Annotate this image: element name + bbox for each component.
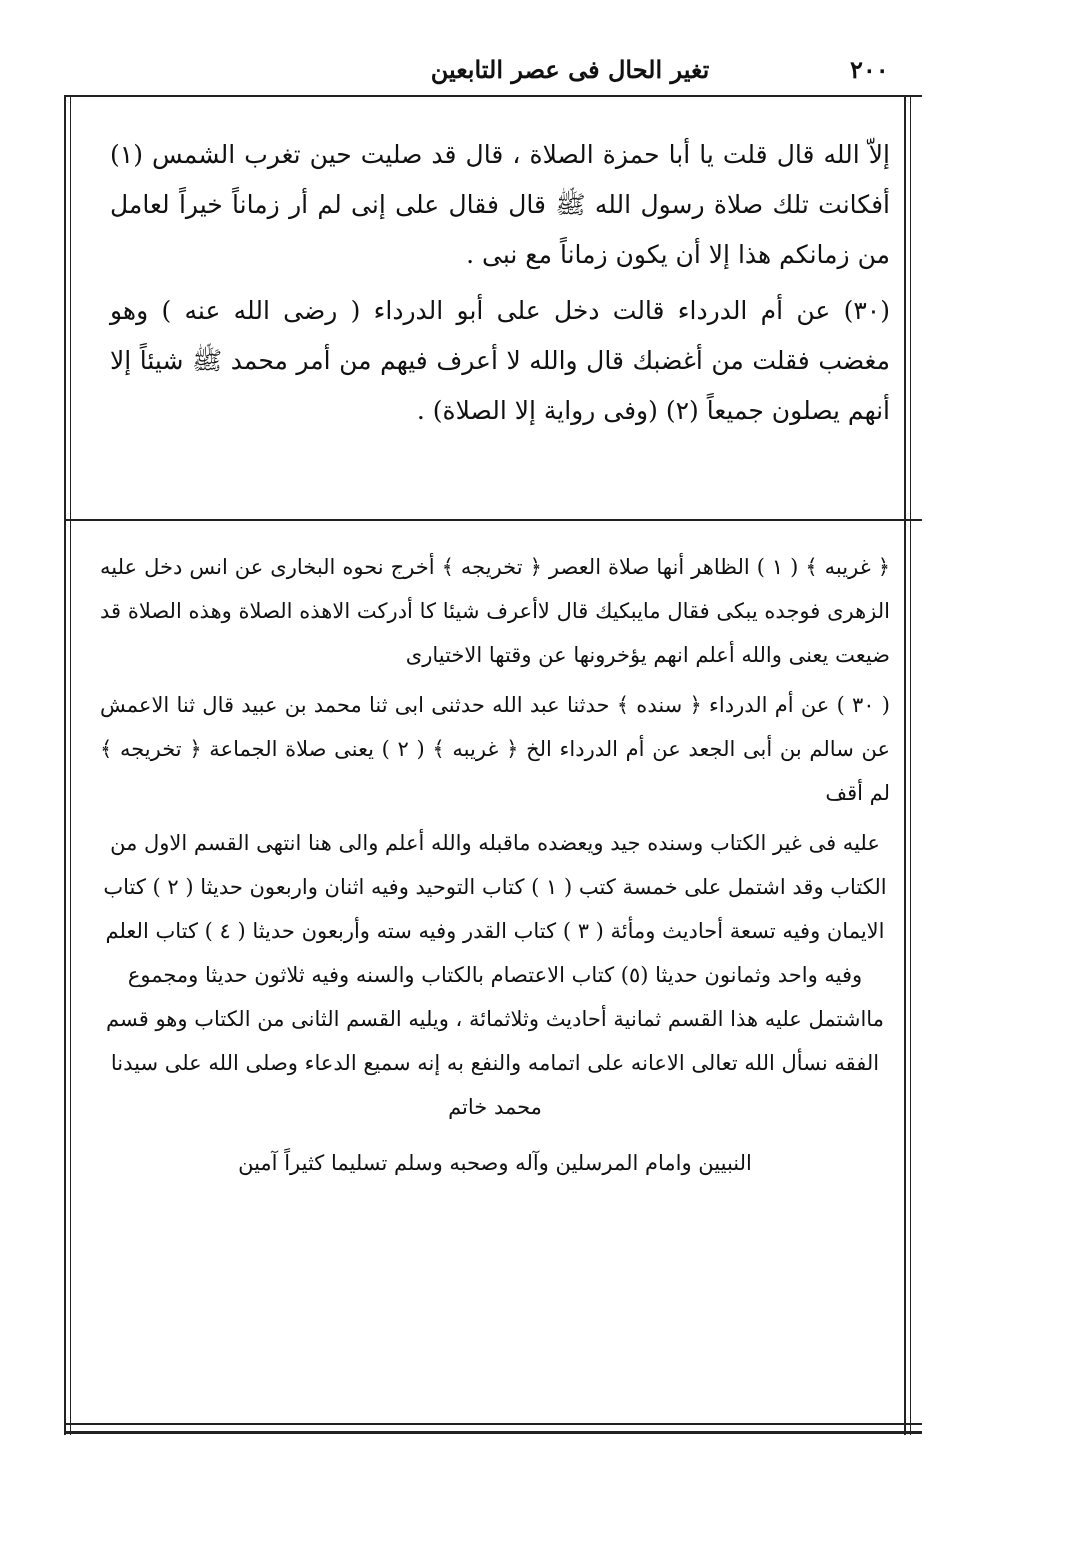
chapter-title: تغير الحال فى عصر التابعين bbox=[430, 55, 710, 84]
main-text bbox=[110, 130, 890, 442]
footnotes bbox=[100, 545, 890, 1192]
hadith-30: (٣٠) عن أم الدرداء قالت دخل على أبو الدرداء ( رضى الله عنه ) وهو مغضب فقلت من أغضبك قال والله لا أعرف فيهم من أمر محمد ﷺ شيئاً إلا أنهم يصلون جميعاً (٢) (وفى رواية إلا الصلاة) . bbox=[110, 296, 890, 425]
note-conclusion: عليه فى غير الكتاب وسنده جيد ويعضده ماقبله والله أعلم والى هنا انتهى القسم الاول من الكتاب وقد اشتمل على خمسة كتب ( ١ ) كتاب التوحيد وفيه اثنان واربعون حديثا ( ٢ ) كتاب الايمان وفيه تسعة أحاديث ومأئة ( ٣ ) كتاب القدر وفيه سته وأربعون حديثا ( ٤ ) كتاب العلم وفيه واحد وثمانون حديثا (٥) كتاب الاعتصام بالكتاب والسنه وفيه ثلاثون حديثا ومجموع مااشتمل عليه هذا القسم ثمانية أحاديث وثلاثمائة ، ويليه القسم الثانى من الكتاب وهو قسم الفقه نسأل الله تعالى الاعانه على اتمامه والنفع به إنه سميع الدعاء وصلى الله على سيدنا محمد خاتم bbox=[103, 831, 887, 1119]
top-rule bbox=[64, 95, 922, 97]
bottom-rule-upper bbox=[64, 1423, 922, 1425]
page-number: ٢٠٠ bbox=[850, 55, 889, 84]
note-hadith-30: ( ٣٠ ) عن أم الدرداء ﴿ سنده ﴾ حدثنا عبد الله حدثنى ابى ثنا محمد بن عبيد قال ثنا الاعمش عن سالم بن أبى الجعد عن أم الدرداء الخ ﴿ غريبه ﴾ ( ٢ ) يعنى صلاة الجماعة ﴿ تخريجه ﴾ لم أقف bbox=[100, 693, 890, 805]
note-gharibuhu: ﴿ غريبه ﴾ ( ١ ) الظاهر أنها صلاة العصر ﴿ تخريجه ﴾ أخرج نحوه البخارى عن انس دخل عليه الزهرى فوجده يبكى فقال مايبكيك قال لاأعرف شيئا كا أدركت الاهذه الصلاة وهذه الصلاة قد ضيعت يعنى والله أعلم انهم يؤخرونها عن وقتها الاختيارى bbox=[100, 555, 890, 667]
left-rule-inner bbox=[70, 95, 71, 1435]
footnote-divider bbox=[64, 519, 922, 521]
left-rule-outer bbox=[64, 95, 66, 1435]
running-header bbox=[100, 55, 970, 95]
closing-line: النبيين وامام المرسلين وآله وصحبه وسلم تسليما كثيراً آمين bbox=[238, 1151, 752, 1175]
right-rule-inner bbox=[904, 95, 906, 1435]
bottom-rule-lower bbox=[64, 1431, 922, 1434]
main-paragraph: إلاّ الله قال قلت يا أبا حمزة الصلاة ، قال قد صليت حين تغرب الشمس (١) أفكانت تلك صلاة رسول الله ﷺ قال فقال على إنى لم أر زماناً خيراً لعامل من زمانكم هذا إلا أن يكون زماناً مع نبى . bbox=[110, 140, 890, 269]
right-rule-outer bbox=[910, 95, 911, 1435]
